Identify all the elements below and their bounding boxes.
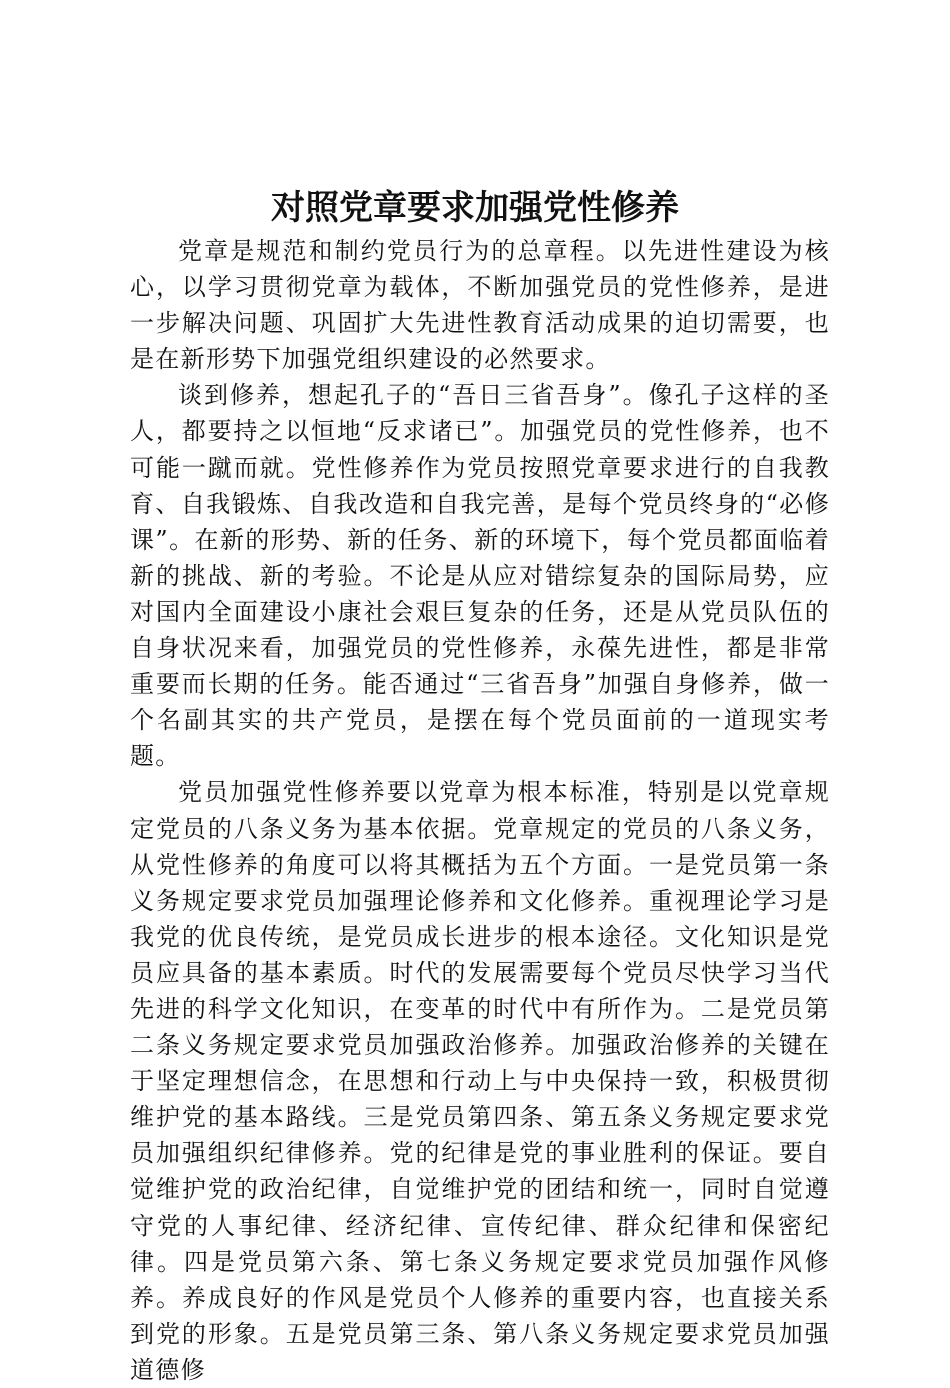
paragraph-1: 党章是规范和制约党员行为的总章程。以先进性建设为核心，以学习贯彻党章为载体，不断加强党员的党性修养，是进一步解决问题、巩固扩大先进性教育活动成果的迫切需要，也是在新形势下加强党组织建设的必然要求。 bbox=[130, 237, 830, 374]
document-title: 对照党章要求加强党性修养 bbox=[271, 188, 679, 228]
paragraph-2: 谈到修养，想起孔子的“吾日三省吾身”。像孔子这样的圣人，都要持之以恒地“反求诸已”。加强党员的党性修养，也不可能一蹴而就。党性修养作为党员按照党章要求进行的自我教育、自我锻炼、自我改造和自我完善，是每个党员终身的“必修课”。在新的形势、新的任务、新的环境下，每个党员都面临着新的挑战、新的考验。不论是从应对错综复杂的国际局势，应对国内全面建设小康社会艰巨复杂的任务，还是从党员队伍的自身状况来看，加强党员的党性修养，永葆先进性，都是非常重要而长期的任务。能否通过“三省吾身”加强自身修养，做一个名副其实的共产党员，是摆在每个党员面前的一道现实考题。 bbox=[130, 381, 830, 771]
paragraph-3: 党员加强党性修养要以党章为根本标准，特别是以党章规定党员的八条义务为基本依据。党章规定的党员的八条义务，从党性修养的角度可以将其概括为五个方面。一是党员第一条义务规定要求党员加强理论修养和文化修养。重视理论学习是我党的优良传统，是党员成长进步的根本途径。文化知识是党员应具备的基本素质。时代的发展需要每个党员尽快学习当代先进的科学文化知识，在变革的时代中有所作为。二是党员第二条义务规定要求党员加强政治修养。加强政治修养的关键在于坚定理想信念，在思想和行动上与中央保持一致，积极贯彻维护党的基本路线。三是党员第四条、第五条义务规定要求党员加强组织纪律修养。党的纪律是党的事业胜利的保证。要自觉维护党的政治纪律，自觉维护党的团结和统一，同时自觉遵守党的人事纪律、经济纪律、宣传纪律、群众纪律和保密纪律。四是党员第六条、第七条义务规定要求党员加强作风修养。养成良好的作风是党员个人修养的重要内容，也直接关系到党的形象。五是党员第三条、第八条义务规定要求党员加强道德修 bbox=[130, 778, 830, 1384]
document-body bbox=[130, 233, 830, 1388]
